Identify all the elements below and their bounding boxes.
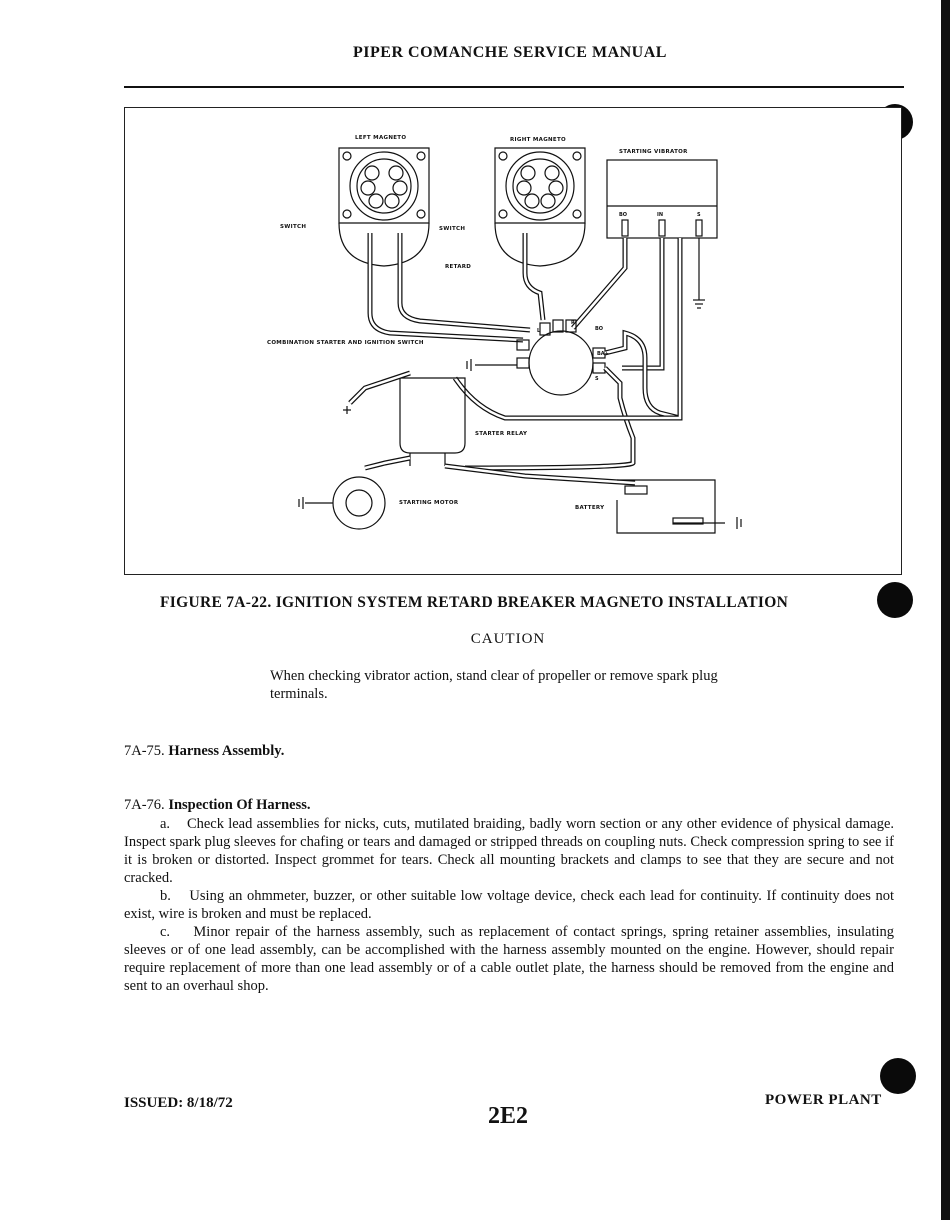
wiring-diagram bbox=[125, 108, 903, 576]
header-rule bbox=[124, 86, 904, 88]
label-right-magneto: RIGHT MAGNETO bbox=[510, 137, 566, 143]
section-name: POWER PLANT bbox=[765, 1092, 882, 1108]
paragraph-text: Minor repair of the harness assembly, such as replacement of contact springs, spring retainer assemblies, insulating sleeves or of one lead assembly, can be accomplished with the harness assembly mounted on the engine. However, should repair require replacement of more than one lead assembly or of a cable outlet plate, the harness should be removed from the engine and sent to an overhaul shop. bbox=[124, 924, 895, 994]
inspection-body bbox=[124, 815, 894, 995]
label-sw-s: S bbox=[595, 376, 599, 382]
label-vib-s: S bbox=[697, 212, 701, 218]
page-header: PIPER COMANCHE SERVICE MANUAL bbox=[353, 44, 667, 61]
label-sw-r: R bbox=[571, 320, 575, 326]
paragraph-mark: b. bbox=[160, 888, 171, 904]
starting-motor bbox=[299, 477, 385, 529]
label-retard: RETARD bbox=[445, 264, 472, 270]
right-magneto bbox=[495, 148, 585, 266]
section-number: 7A-75. bbox=[124, 743, 165, 759]
page-edge-bar bbox=[941, 0, 950, 1220]
paragraph-c bbox=[124, 923, 894, 995]
paragraph-a bbox=[124, 815, 894, 887]
label-sw-ba: BA+ bbox=[597, 351, 609, 357]
section-title: Harness Assembly. bbox=[168, 743, 285, 759]
label-starting-vibrator: STARTING VIBRATOR bbox=[619, 149, 688, 155]
revision-dot bbox=[877, 582, 913, 618]
revision-dot bbox=[880, 1058, 916, 1094]
label-left-magneto: LEFT MAGNETO bbox=[355, 135, 407, 141]
starter-relay bbox=[400, 378, 465, 466]
paragraph-text: Check lead assemblies for nicks, cuts, mutilated braiding, badly worn section or any other evidence of physical damage. Inspect spark plug sleeves for chafing or tears and damaged or stripped threads on coupling nuts. Check compression spring to see if it is broken or distorted. Inspect grommet for tears. Check all mounting brackets and clamps to see that they are secure and not cracked. bbox=[124, 816, 895, 886]
paragraph-b bbox=[124, 887, 894, 923]
issued-date: ISSUED: 8/18/72 bbox=[124, 1095, 233, 1111]
label-vib-bo: BO bbox=[619, 212, 628, 218]
label-combination-switch: COMBINATION STARTER AND IGNITION SWITCH bbox=[267, 340, 424, 346]
figure-diagram bbox=[124, 107, 902, 575]
caution-title: CAUTION bbox=[470, 631, 546, 647]
label-sw-l: L bbox=[537, 328, 541, 334]
label-starting-motor: STARTING MOTOR bbox=[399, 500, 459, 506]
left-magneto bbox=[339, 148, 429, 266]
section-heading bbox=[124, 743, 284, 760]
label-vib-in: IN bbox=[657, 212, 664, 218]
figure-caption: FIGURE 7A-22. IGNITION SYSTEM RETARD BREAKER MAGNETO INSTALLATION bbox=[160, 594, 789, 611]
label-starter-relay: STARTER RELAY bbox=[475, 431, 528, 437]
label-battery: BATTERY bbox=[575, 505, 605, 511]
combination-switch bbox=[529, 331, 593, 395]
section-heading bbox=[124, 797, 311, 814]
battery bbox=[617, 480, 741, 533]
caution-text: When checking vibrator action, stand clear of propeller or remove spark plug terminals. bbox=[270, 668, 718, 702]
page-number: 2E2 bbox=[487, 1103, 528, 1129]
paragraph-text: Using an ohmmeter, buzzer, or other suitable low voltage device, check each lead for continuity. If continuity does not exist, wire is broken and must be replaced. bbox=[124, 888, 895, 922]
section-number: 7A-76. bbox=[124, 797, 165, 813]
label-switch-left: SWITCH bbox=[280, 224, 307, 230]
section-title: Inspection Of Harness. bbox=[168, 797, 311, 813]
paragraph-mark: c. bbox=[160, 924, 171, 940]
label-switch-right: SWITCH bbox=[439, 226, 466, 232]
label-sw-bo: BO bbox=[595, 326, 604, 332]
paragraph-mark: a. bbox=[160, 816, 171, 832]
